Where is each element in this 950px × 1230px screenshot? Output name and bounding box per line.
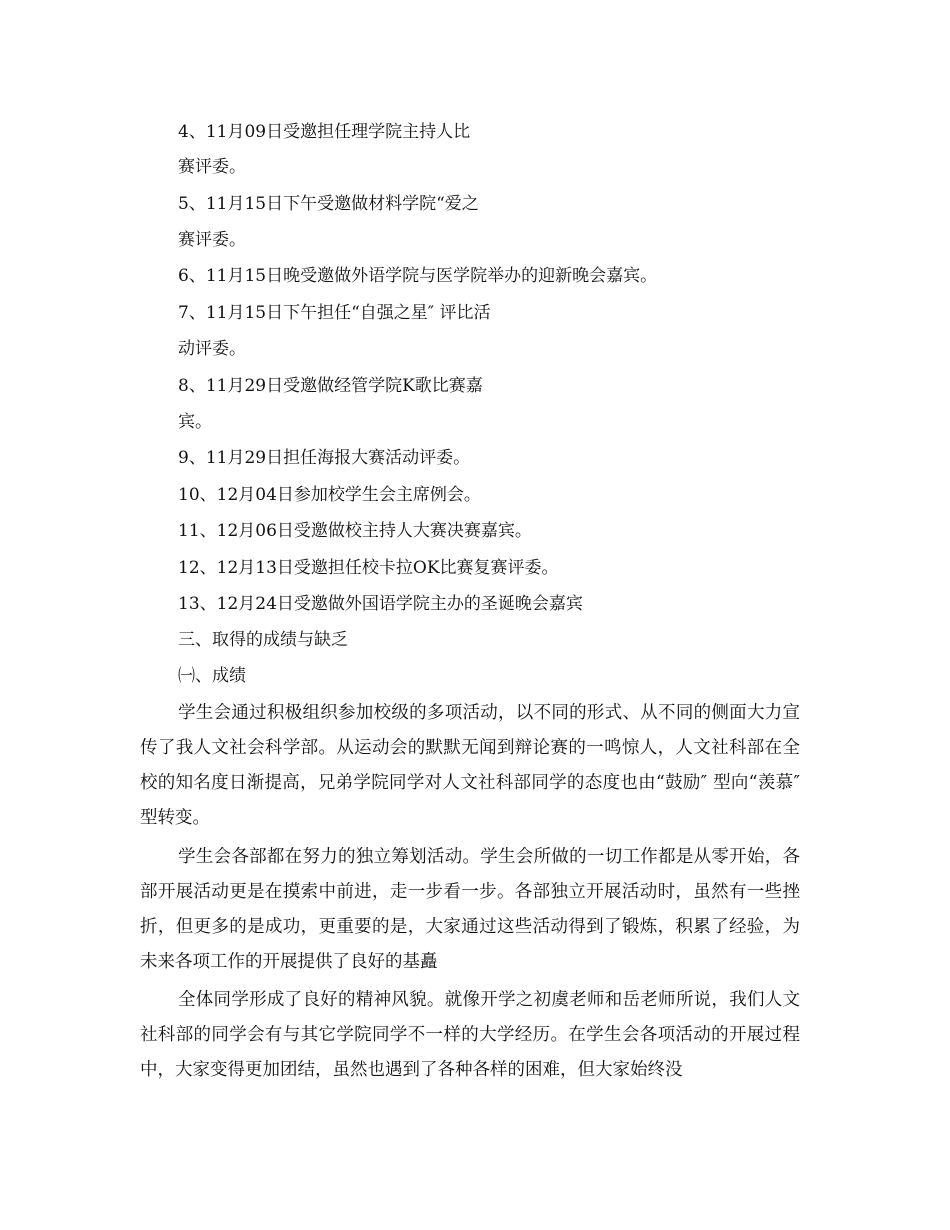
list-item: 9、11月29日担任海报大赛活动评委。	[178, 448, 471, 468]
list-item: 12、12月13日受邀担任校卡拉OK比赛复赛评委。	[178, 558, 559, 578]
list-item: 4、11月09日受邀担任理学院主持人比	[178, 122, 471, 142]
list-item: 11、12月06日受邀做校主持人大赛决赛嘉宾。	[178, 521, 532, 541]
list-item: 7、11月15日下午担任“自强之星″ 评比活	[178, 303, 491, 323]
list-item: 8、11月29日受邀做经管学院K歌比赛嘉	[178, 376, 483, 396]
list-item-continuation: 宾。	[178, 412, 212, 432]
list-item-continuation: 赛评委。	[178, 157, 246, 177]
list-item: 6、11月15日晚受邀做外语学院与医学院举办的迎新晚会嘉宾。	[178, 266, 658, 286]
paragraph: 学生会通过积极组织参加校级的多项活动，以不同的形式、从不同的侧面大力宣传了我人文社会科学部。从运动会的默默无闻到辩论赛的一鸣惊人，人文社科部在全校的知名度日渐提高，兄弟学院同学对人文社科部同学的态度也由“鼓励″ 型向“羡慕″ 型转变。	[140, 703, 800, 828]
subsection-heading: ㈠、成绩	[178, 666, 246, 686]
paragraph: 全体同学形成了良好的精神风貌。就像开学之初虞老师和岳老师所说，我们人文社科部的同学会有与其它学院同学不一样的大学经历。在学生会各项活动的开展过程中，大家变得更加团结，虽然也遇到了各种各样的困难，但大家始终没	[140, 990, 800, 1080]
section-heading: 三、取得的成绩与缺乏	[178, 630, 348, 650]
list-item-continuation: 赛评委。	[178, 230, 246, 250]
list-item: 13、12月24日受邀做外国语学院主办的圣诞晚会嘉宾	[178, 594, 583, 614]
list-item: 10、12月04日参加校学生会主席例会。	[178, 485, 481, 505]
paragraph: 学生会各部都在努力的独立筹划活动。学生会所做的一切工作都是从零开始，各部开展活动更是在摸索中前进，走一步看一步。各部独立开展活动时，虽然有一些挫折，但更多的是成功，更重要的是，大家通过这些活动得到了锻炼，积累了经验，为未来各项工作的开展提供了良好的基矗	[140, 847, 800, 972]
list-item-continuation: 动评委。	[178, 339, 246, 359]
list-item: 5、11月15日下午受邀做材料学院“爱之	[178, 194, 479, 214]
